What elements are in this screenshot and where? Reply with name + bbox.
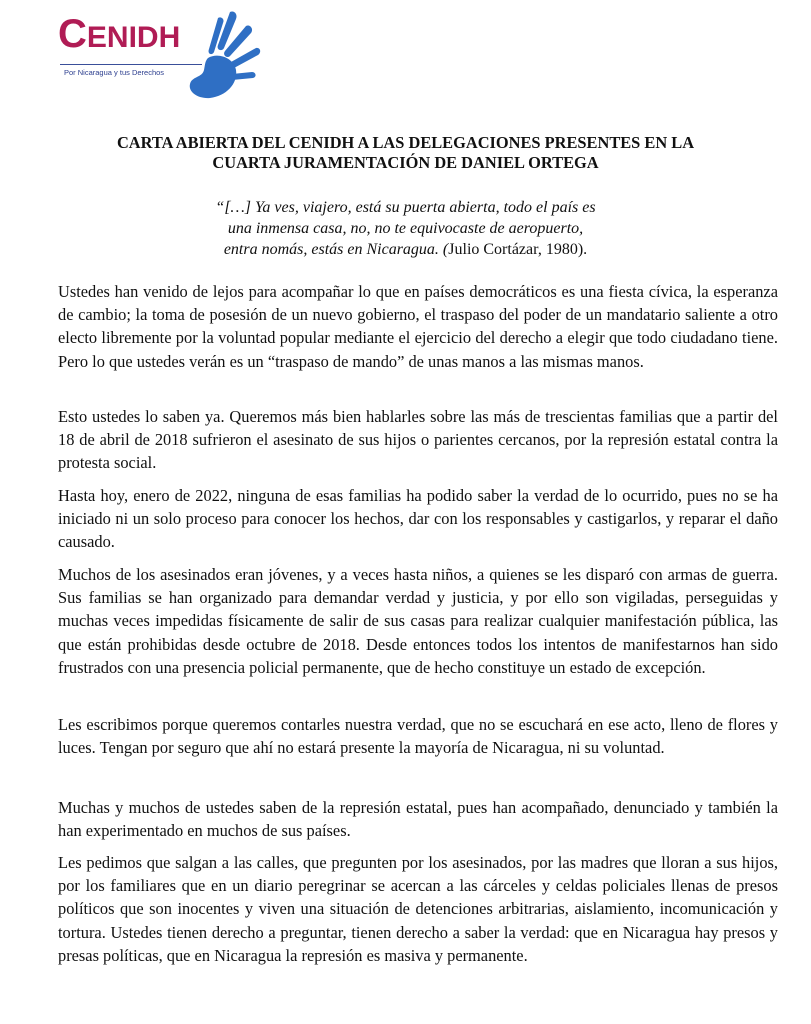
logo-tagline: Por Nicaragua y tus Derechos — [64, 68, 165, 77]
letter-title-line-1: CARTA ABIERTA DEL CENIDH A LAS DELEGACIONES PRESENTES EN LA — [116, 133, 695, 152]
logo-wordmark — [58, 14, 180, 54]
paragraph-2: Esto ustedes lo saben ya. Queremos más bien hablarles sobre las más de trescientas familias que a partir del 18 de abril de 2018 sufrieron el asesinato de sus hijos o parientes cercanos, por la represión estatal contra la protesta social. — [58, 407, 778, 473]
hand-icon — [178, 8, 264, 100]
paragraph-6: Muchas y muchos de ustedes saben de la represión estatal, pues han acompañado, denunciado y también la han experimentado en muchos de sus países. — [58, 798, 778, 841]
paragraph-3: Hasta hoy, enero de 2022, ninguna de esas familias ha podido saber la verdad de lo ocurrido, pues no se ha iniciado ni un solo proceso para conocer los hechos, dar con los responsables y castigarlos, y reparar el daño causado. — [58, 486, 778, 552]
paragraph-1: Ustedes han venido de lejos para acompañar lo que en países democráticos es una fiesta cívica, la esperanza de cambio; la toma de posesión de un nuevo gobierno, el traspaso del poder de un mandatario saliente a otro electo libremente por la voluntad popular mediante el ejercicio del derecho a elegir que todo ciudadano tiene. Pero lo que ustedes verán es un “traspaso de mando” de unas manos a las mismas manos. — [58, 282, 778, 371]
letter-title-line-2: CUARTA JURAMENTACIÓN DE DANIEL ORTEGA — [212, 153, 599, 172]
epigraph-text-1: “[…] Ya ves, viajero, está su puerta abierta, todo el país es — [215, 199, 596, 216]
paragraph-7: Les pedimos que salgan a las calles, que pregunten por los asesinados, por las madres que lloran a sus hijos, por los familiares que en un diario peregrinar se acercan a las cárceles y celdas policiales llenas de presos políticos que son inocentes y viven una situación de detenciones arbitrarias, aislamiento, incomunicación y tortura. Ustedes tienen derecho a preguntar, tienen derecho a saber la verdad: que en Nicaragua hay presos y presas políticas, que en Nicaragua la represión es masiva y permanente. — [58, 853, 778, 965]
paragraph-5: Les escribimos porque queremos contarles nuestra verdad, que no se escuchará en ese acto, lleno de flores y luces. Tengan por seguro que ahí no estará presente la mayoría de Nicaragua, ni su voluntad. — [58, 715, 778, 758]
epigraph-source: Julio Cortázar, 1980). — [448, 241, 588, 258]
logo-name-rest: ENIDH — [86, 21, 181, 54]
epigraph-line-2 — [120, 218, 691, 239]
cenidh-logo — [58, 8, 258, 98]
epigraph-line-1 — [120, 197, 691, 218]
paragraph-4: Muchos de los asesinados eran jóvenes, y a veces hasta niños, a quienes se les disparó con armas de guerra. Sus familias se han organizado para demandar verdad y justicia, y por ello son vigiladas, perseguidas y muchas veces impedidas físicamente de salir de sus casas para realizar cualquier manifestación pública, las que están prohibidas desde octubre de 2018. Desde entonces todos los intentos de manifestarnos han sido frustrados con una presencia policial permanente, que de hecho constituye un estado de excepción. — [58, 565, 778, 677]
epigraph-line-3 — [120, 239, 691, 260]
epigraph-text-2: una inmensa casa, no, no te equivocaste de aeropuerto, — [227, 220, 584, 237]
epigraph-text-3: entra nomás, estás en Nicaragua. ( — [223, 241, 449, 258]
logo-initial: C — [58, 12, 87, 56]
